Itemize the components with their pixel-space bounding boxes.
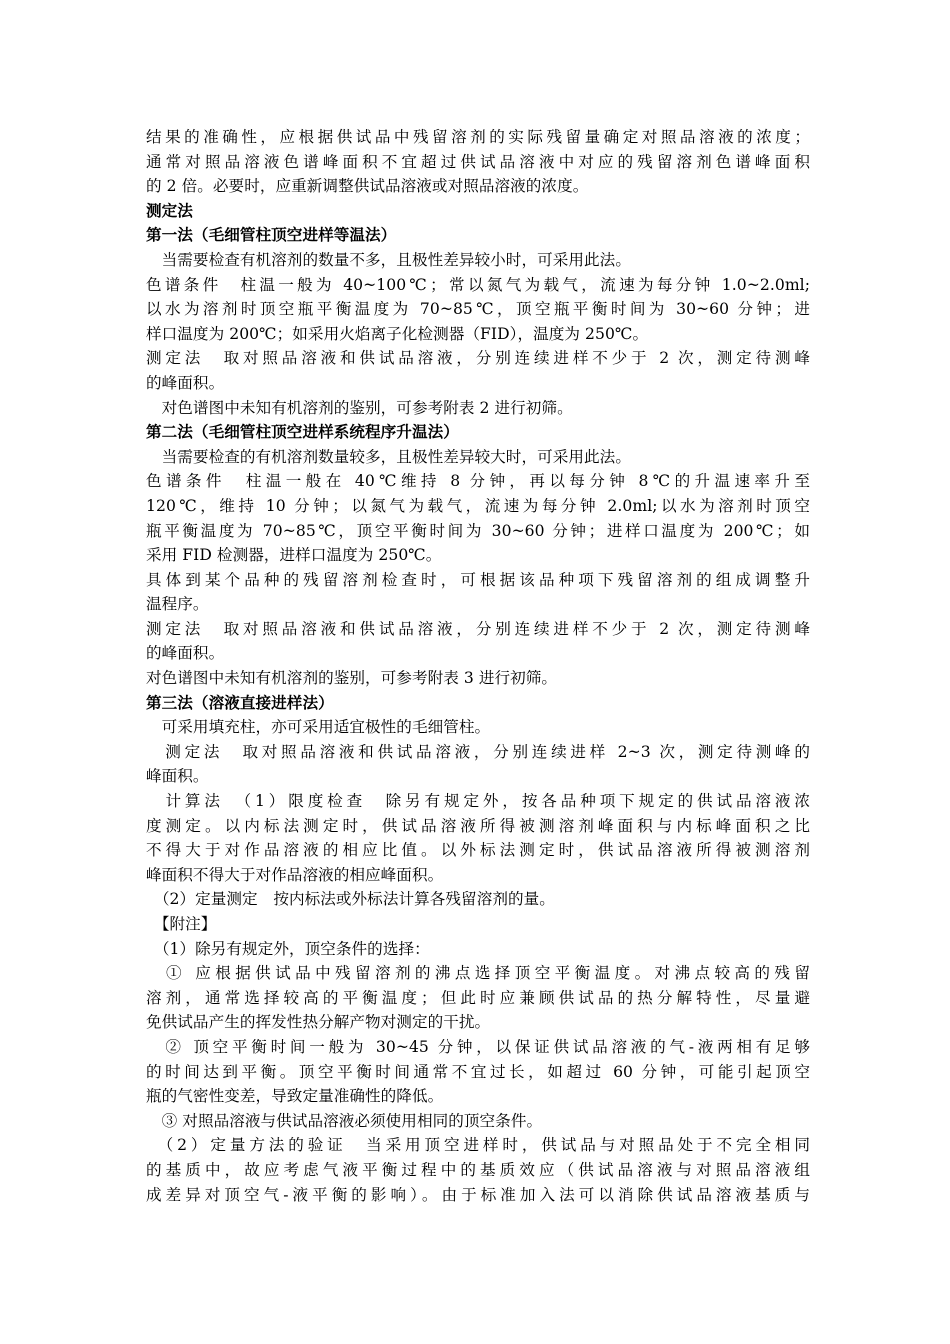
text-line: 样口温度为 200℃；如采用火焰离子化检测器（FID），温度为 250℃。 [146,324,649,343]
text-line: （2）定量方法的验证 当采用顶空进样时，供试品与对照品处于不完全相同 [146,1136,810,1155]
text-line: 温程序。 [146,595,209,614]
text-line: 瓶平衡温度为 70~85℃，顶空平衡时间为 30~60 分钟；进样口温度为 200℃；如 [146,521,810,540]
text-line: 峰面积。 [146,767,209,786]
note-heading: 【附注】 [146,915,217,933]
text-line: ① 应根据供试品中残留溶剂的沸点选择顶空平衡温度。对沸点较高的残留 [146,964,810,983]
text-line: 溶剂，通常选择较高的平衡温度；但此时应兼顾供试品的热分解特性，尽量避 [146,988,810,1007]
text-line: 当需要检查的有机溶剂数量较多，且极性差异较大时，可采用此法。 [146,447,631,466]
text-line: ② 顶空平衡时间一般为 30~45 分钟，以保证供试品溶液的气-液两相有足够 [146,1037,810,1056]
text-line: 以水为溶剂时顶空瓶平衡温度为 70~85℃，顶空瓶平衡时间为 30~60 分钟；进 [146,300,810,319]
text-line: 成差异对顶空气-液平衡的影响）。由于标准加入法可以消除供试品溶液基质与 [146,1185,810,1204]
text-line: （1）除另有规定外，顶空条件的选择： [146,939,430,958]
text-line: 具体到某个品种的残留溶剂检查时，可根据该品种项下残留溶剂的组成调整升 [146,570,810,589]
text-line: 峰面积不得大于对作品溶液的相应峰面积。 [146,865,444,884]
subsection-heading: 第三法（溶液直接进样法） [146,693,334,712]
section-heading: 测定法 [146,201,193,220]
text-line: 通常对照品溶液色谱峰面积不宜超过供试品溶液中对应的残留溶剂色谱峰面积 [146,152,810,171]
text-line: 不得大于对作品溶液的相应比值。以外标法测定时，供试品溶液所得被测溶剂 [146,841,810,860]
text-line: 当需要检查有机溶剂的数量不多，且极性差异较小时，可采用此法。 [146,250,631,269]
text-line: 测定法 取对照品溶液和供试品溶液，分别连续进样不少于 2 次，测定待测峰 [146,349,810,368]
text-line: 120℃，维持 10 分钟；以氮气为载气，流速为每分钟 2.0ml;以水为溶剂时顶空 [146,496,810,515]
text-line: 的时间达到平衡。顶空平衡时间通常不宜过长，如超过 60 分钟，可能引起顶空 [146,1062,810,1081]
text-line: 测定法 取对照品溶液和供试品溶液，分别连续进样不少于 2 次，测定待测峰 [146,619,810,638]
text-line: 对色谱图中未知有机溶剂的鉴别，可参考附表 2 进行初筛。 [146,398,573,417]
text-line: 免供试品产生的挥发性热分解产物对测定的干扰。 [146,1013,491,1032]
text-line: （2）定量测定 按内标法或外标法计算各残留溶剂的量。 [146,890,555,909]
text-line: 的基质中，故应考虑气液平衡过程中的基质效应（供试品溶液与对照品溶液组 [146,1160,810,1179]
text-line: 的 2 倍。必要时，应重新调整供试品溶液或对照品溶液的浓度。 [146,177,589,196]
text-line: 度测定。以内标法测定时，供试品溶液所得被测溶剂峰面积与内标峰面积之比 [146,816,810,835]
text-line: 结果的准确性，应根据供试品中残留溶剂的实际残留量确定对照品溶液的浓度； [146,128,810,146]
text-line: 瓶的气密性变差，导致定量准确性的降低。 [146,1087,444,1106]
text-line: 的峰面积。 [146,373,225,392]
subsection-heading: 第一法（毛细管柱顶空进样等温法） [146,226,397,245]
text-line: 色谱条件 柱温一般为 40~100℃；常以氮气为载气，流速为每分钟 1.0~2.0ml; [146,275,810,294]
text-line: 计算法 （1）限度检查 除另有规定外，按各品种项下规定的供试品溶液浓 [146,792,810,811]
text-line: 采用 FID 检测器，进样口温度为 250℃。 [146,546,442,565]
text-line: 色谱条件 柱温一般在 40℃维持 8 分钟，再以每分钟 8℃的升温速率升至 [146,472,810,491]
text-line: 测定法 取对照品溶液和供试品溶液，分别连续进样 2~3 次，测定待测峰的 [146,742,810,761]
text-line: 对色谱图中未知有机溶剂的鉴别，可参考附表 3 进行初筛。 [146,669,558,688]
text-line: 的峰面积。 [146,644,225,663]
text-line: 可采用填充柱，亦可采用适宜极性的毛细管柱。 [146,718,491,737]
text-line: ③ 对照品溶液与供试品溶液必须使用相同的顶空条件。 [146,1111,543,1130]
subsection-heading: 第二法（毛细管柱顶空进样系统程序升温法） [146,423,459,442]
document-body [146,125,810,1207]
